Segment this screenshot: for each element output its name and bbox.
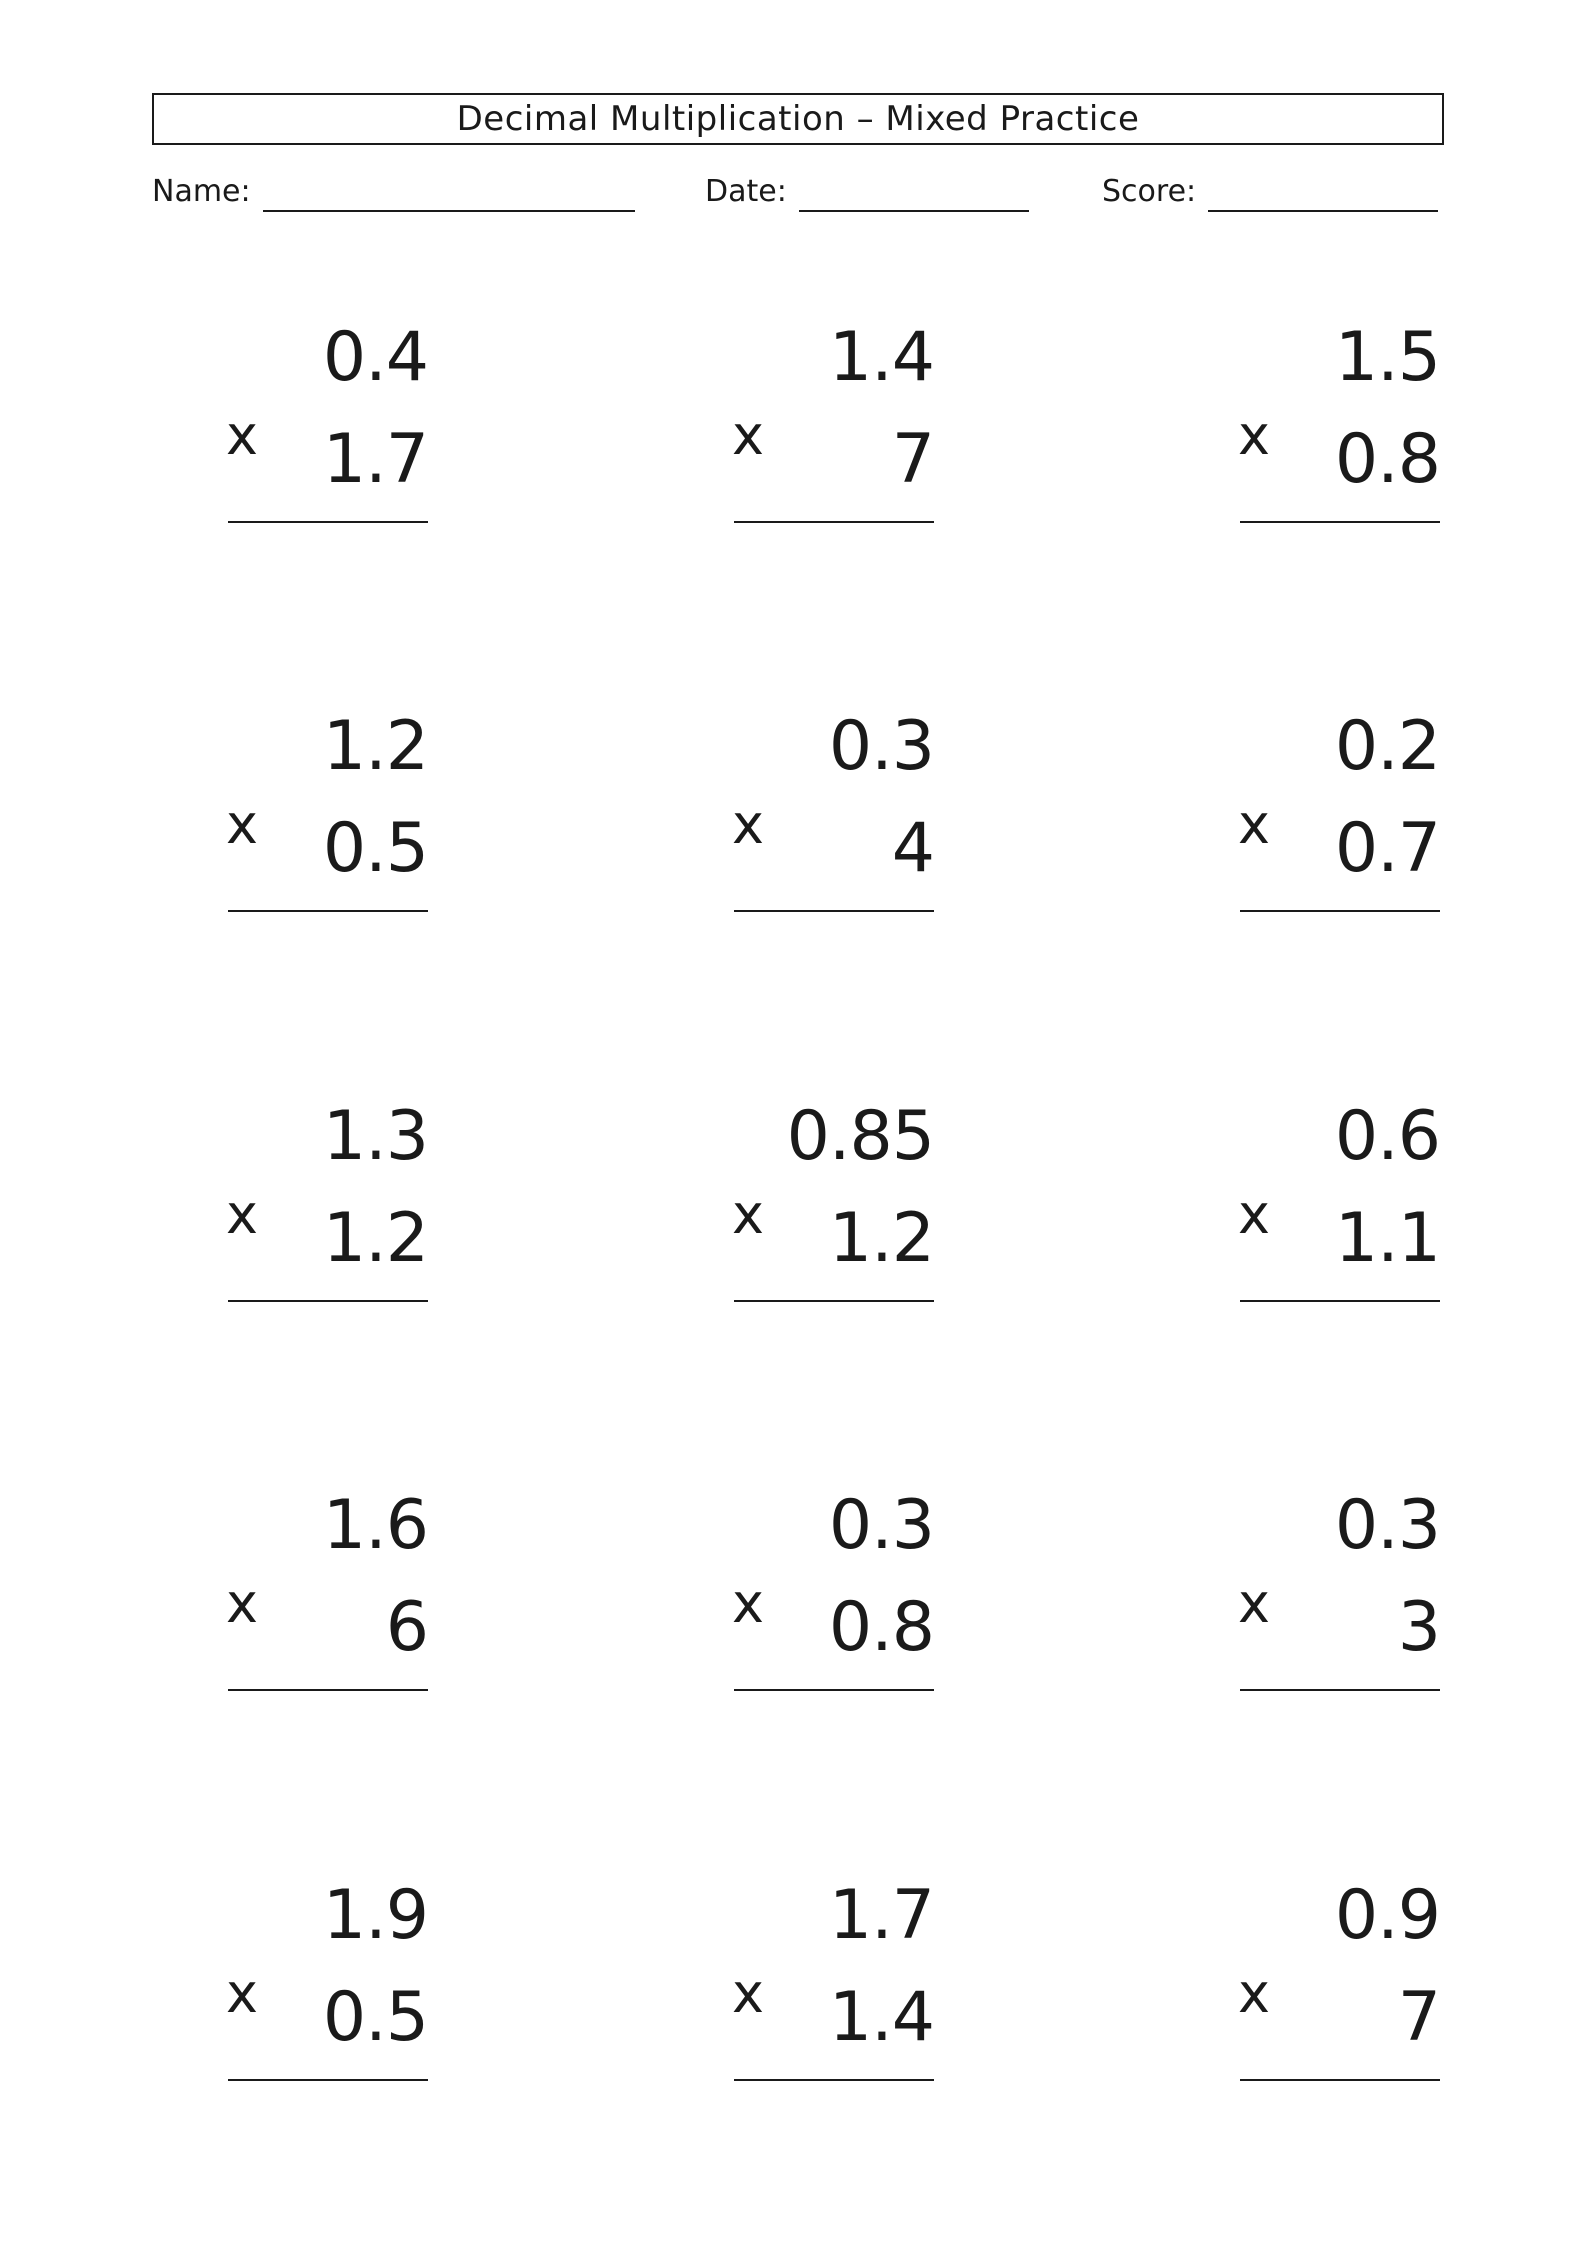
multiplier: 0.7 bbox=[1334, 809, 1440, 888]
answer-line[interactable] bbox=[228, 2079, 428, 2081]
multiplier: 3 bbox=[1397, 1588, 1440, 1667]
multiply-sign: x bbox=[226, 1183, 258, 1246]
score-label: Score: bbox=[1102, 174, 1197, 209]
multiply-sign: x bbox=[226, 1962, 258, 2025]
name-label: Name: bbox=[152, 174, 251, 209]
answer-line[interactable] bbox=[1240, 1689, 1440, 1691]
multiply-sign: x bbox=[226, 1572, 258, 1635]
answer-line[interactable] bbox=[734, 1300, 934, 1302]
multiply-sign: x bbox=[732, 1962, 764, 2025]
score-blank-line[interactable] bbox=[1208, 174, 1438, 212]
problem-13 bbox=[188, 1876, 428, 2106]
multiply-sign: x bbox=[1238, 793, 1270, 856]
multiply-sign: x bbox=[1238, 1183, 1270, 1246]
multiplicand: 0.2 bbox=[1334, 707, 1440, 786]
date-field[interactable] bbox=[705, 172, 1029, 212]
problem-7 bbox=[188, 1097, 428, 1327]
multiplicand: 1.3 bbox=[322, 1097, 428, 1176]
problem-9 bbox=[1200, 1097, 1440, 1327]
answer-line[interactable] bbox=[1240, 521, 1440, 523]
multiply-sign: x bbox=[1238, 1962, 1270, 2025]
answer-line[interactable] bbox=[228, 1689, 428, 1691]
multiply-sign: x bbox=[732, 1572, 764, 1635]
multiply-sign: x bbox=[732, 404, 764, 467]
multiplicand: 0.6 bbox=[1334, 1097, 1440, 1176]
multiply-sign: x bbox=[226, 793, 258, 856]
problem-8 bbox=[694, 1097, 934, 1327]
answer-line[interactable] bbox=[228, 1300, 428, 1302]
multiplicand: 1.2 bbox=[322, 707, 428, 786]
problem-10 bbox=[188, 1486, 428, 1716]
problem-11 bbox=[694, 1486, 934, 1716]
problem-5 bbox=[694, 707, 934, 937]
multiplier: 0.8 bbox=[828, 1588, 934, 1667]
multiplier: 1.7 bbox=[322, 420, 428, 499]
answer-line[interactable] bbox=[1240, 1300, 1440, 1302]
problem-4 bbox=[188, 707, 428, 937]
multiply-sign: x bbox=[732, 793, 764, 856]
multiply-sign: x bbox=[732, 1183, 764, 1246]
answer-line[interactable] bbox=[228, 521, 428, 523]
multiplier: 1.2 bbox=[322, 1199, 428, 1278]
problem-3 bbox=[1200, 318, 1440, 548]
date-label: Date: bbox=[705, 174, 787, 209]
multiplier: 0.5 bbox=[322, 809, 428, 888]
multiplier: 4 bbox=[891, 809, 934, 888]
answer-line[interactable] bbox=[1240, 2079, 1440, 2081]
score-field[interactable] bbox=[1102, 172, 1438, 212]
answer-line[interactable] bbox=[1240, 910, 1440, 912]
answer-line[interactable] bbox=[734, 521, 934, 523]
multiplier: 7 bbox=[1397, 1978, 1440, 2057]
worksheet-title-text: Decimal Multiplication – Mixed Practice bbox=[456, 99, 1140, 139]
answer-line[interactable] bbox=[228, 910, 428, 912]
multiplier: 1.4 bbox=[828, 1978, 934, 2057]
multiply-sign: x bbox=[226, 404, 258, 467]
multiplicand: 1.4 bbox=[828, 318, 934, 397]
multiplicand: 1.6 bbox=[322, 1486, 428, 1565]
multiplicand: 1.5 bbox=[1334, 318, 1440, 397]
multiplicand: 0.3 bbox=[828, 1486, 934, 1565]
multiply-sign: x bbox=[1238, 404, 1270, 467]
date-blank-line[interactable] bbox=[799, 174, 1029, 212]
multiplier: 7 bbox=[891, 420, 934, 499]
multiplicand: 0.9 bbox=[1334, 1876, 1440, 1955]
multiplier: 1.2 bbox=[828, 1199, 934, 1278]
worksheet-title bbox=[152, 93, 1444, 145]
name-field[interactable] bbox=[152, 172, 635, 212]
answer-line[interactable] bbox=[734, 2079, 934, 2081]
multiplier: 0.5 bbox=[322, 1978, 428, 2057]
problem-15 bbox=[1200, 1876, 1440, 2106]
multiplicand: 0.85 bbox=[786, 1097, 934, 1176]
multiplicand: 0.4 bbox=[322, 318, 428, 397]
problem-12 bbox=[1200, 1486, 1440, 1716]
multiplicand: 0.3 bbox=[1334, 1486, 1440, 1565]
multiply-sign: x bbox=[1238, 1572, 1270, 1635]
answer-line[interactable] bbox=[734, 910, 934, 912]
student-info-row bbox=[152, 172, 1444, 212]
multiplier: 1.1 bbox=[1334, 1199, 1440, 1278]
multiplicand: 1.7 bbox=[828, 1876, 934, 1955]
problem-1 bbox=[188, 318, 428, 548]
multiplier: 0.8 bbox=[1334, 420, 1440, 499]
multiplicand: 0.3 bbox=[828, 707, 934, 786]
name-blank-line[interactable] bbox=[263, 174, 635, 212]
problem-14 bbox=[694, 1876, 934, 2106]
problem-2 bbox=[694, 318, 934, 548]
answer-line[interactable] bbox=[734, 1689, 934, 1691]
multiplicand: 1.9 bbox=[322, 1876, 428, 1955]
problem-6 bbox=[1200, 707, 1440, 937]
multiplier: 6 bbox=[385, 1588, 428, 1667]
